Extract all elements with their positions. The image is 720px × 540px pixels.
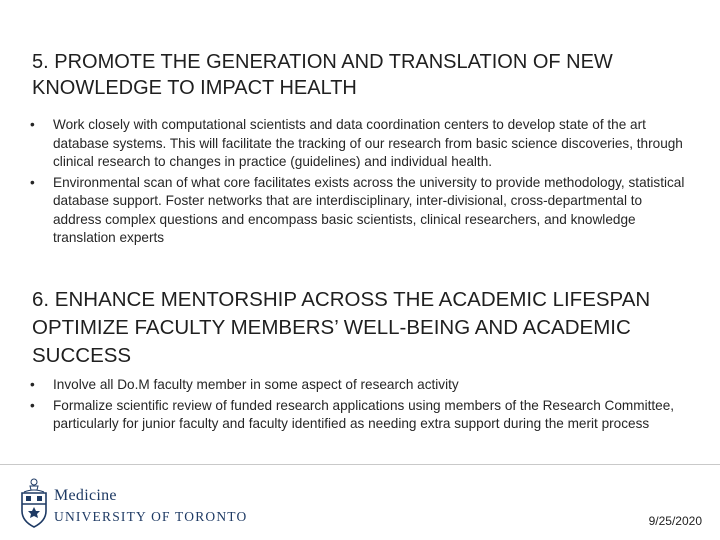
section-6-bullet-list — [30, 376, 690, 436]
section-5-bullet-list — [30, 116, 690, 250]
crest-icon — [18, 477, 50, 529]
university-logo — [14, 477, 254, 531]
logo-wordmark — [54, 487, 247, 525]
footer-divider — [0, 464, 720, 465]
bullet-text: Formalize scientific review of funded research applications using members of the Research Committee, particularly for junior faculty and faculty identified as needing extra support during the merit process — [53, 397, 675, 431]
bullet-icon: • — [30, 117, 35, 132]
bullet-text: Involve all Do.M faculty member in some aspect of research activity — [53, 377, 459, 392]
bullet-item — [30, 376, 690, 395]
bullet-item — [30, 174, 690, 248]
bullet-icon: • — [30, 397, 35, 413]
bullet-icon: • — [30, 174, 35, 190]
bullet-item — [30, 397, 690, 434]
logo-university-text: UNIVERSITY OF TORONTO — [54, 509, 248, 524]
logo-medicine-text: Medicine — [54, 487, 117, 504]
bullet-icon: • — [30, 377, 35, 392]
bullet-text: Work closely with computational scientists and data coordination centers to develop state of the art database systems. This will facilitate the tracking of our research from basic science discoveries, through clinical research to changes in practice (guidelines) and individual health. — [53, 117, 683, 169]
bullet-text: Environmental scan of what core facilitates exists across the university to provide methodology, statistical database support. Foster networks that are interdisciplinary, inter-divisional, cross-departmental to address complex questions and encompass basic scientists, clinical researchers, and knowledge translation experts — [53, 174, 685, 245]
slide-date: 9/25/2020 — [648, 514, 702, 528]
section-6-heading: 6. ENHANCE MENTORSHIP ACROSS THE ACADEMIC LIFESPAN OPTIMIZE FACULTY MEMBERS’ WELL-BEING AND ACADEMIC SUCCESS — [32, 288, 651, 367]
bullet-item — [30, 116, 690, 172]
section-5-heading: 5. PROMOTE THE GENERATION AND TRANSLATION OF NEW KNOWLEDGE TO IMPACT HEALTH — [32, 51, 613, 99]
